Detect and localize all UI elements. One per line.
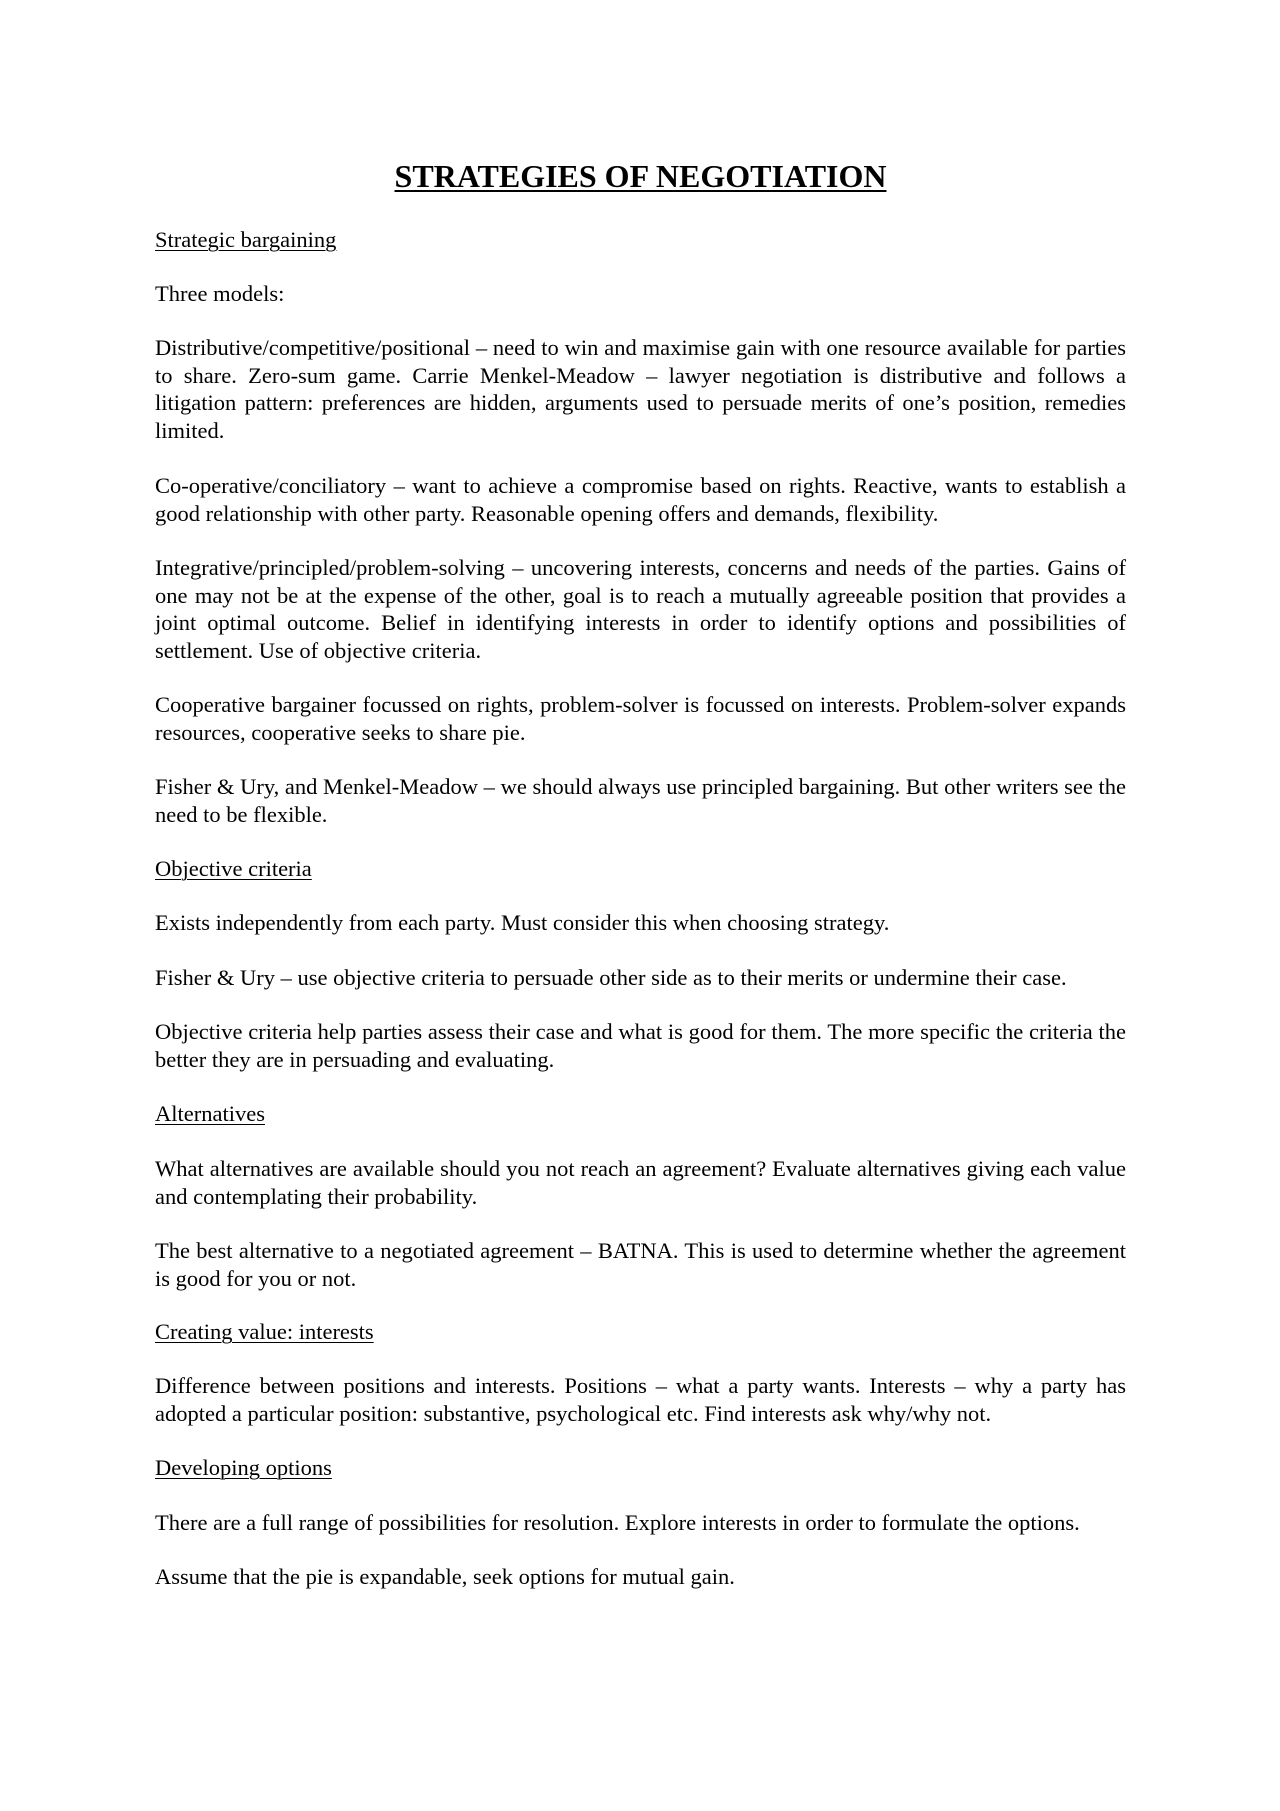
section-heading-developing-options: Developing options	[155, 1455, 332, 1480]
paragraph-batna: The best alternative to a negotiated agreement – BATNA. This is used to determine whether the agreement is good for you or not.	[155, 1238, 1126, 1291]
paragraph-developing-options-1: There are a full range of possibilities for resolution. Explore interests in order to formulate the options.	[155, 1510, 1080, 1535]
paragraph-objective-criteria-3: Objective criteria help parties assess their case and what is good for them. The more specific the criteria the better they are in persuading and evaluating.	[155, 1019, 1126, 1072]
paragraph-cooperative: Co-operative/conciliatory – want to achieve a compromise based on rights. Reactive, wants to establish a good relationship with other party. Reasonable opening offers and demands, flexibility.	[155, 473, 1126, 526]
paragraph-positions-interests: Difference between positions and interests. Positions – what a party wants. Interests – why a party has adopted a particular position: substantive, psychological etc. Find interests ask why/why not.	[155, 1373, 1126, 1426]
paragraph-objective-criteria-1: Exists independently from each party. Must consider this when choosing strategy.	[155, 910, 890, 935]
paragraph-objective-criteria-2: Fisher & Ury – use objective criteria to persuade other side as to their merits or undermine their case.	[155, 965, 1067, 990]
paragraph-fisher-ury: Fisher & Ury, and Menkel-Meadow – we should always use principled bargaining. But other writers see the need to be flexible.	[155, 774, 1126, 827]
section-heading-objective-criteria: Objective criteria	[155, 856, 312, 881]
paragraph-alternatives-1: What alternatives are available should you not reach an agreement? Evaluate alternatives giving each value and contemplating their probability.	[155, 1156, 1126, 1209]
intro-three-models: Three models:	[155, 281, 285, 306]
section-heading-creating-value: Creating value: interests	[155, 1319, 374, 1344]
paragraph-integrative: Integrative/principled/problem-solving – uncovering interests, concerns and needs of the parties. Gains of one may not be at the expense of the other, goal is to reach a mutually agreeable position that provides a joint optimal outcome. Belief in identifying interests in order to identify options and possibilities of settlement. Use of objective criteria.	[155, 555, 1126, 663]
document-title: STRATEGIES OF NEGOTIATION	[394, 158, 887, 194]
section-heading-alternatives: Alternatives	[155, 1101, 265, 1126]
paragraph-cooperative-vs-problem-solver: Cooperative bargainer focussed on rights, problem-solver is focussed on interests. Problem-solver expands resources, cooperative seeks to share pie.	[155, 692, 1126, 745]
paragraph-distributive: Distributive/competitive/positional – need to win and maximise gain with one resource available for parties to share. Zero-sum game. Carrie Menkel-Meadow – lawyer negotiation is distributive and follows a litigation pattern: preferences are hidden, arguments used to persuade merits of one’s position, remedies limited.	[155, 335, 1126, 443]
section-heading-strategic-bargaining: Strategic bargaining	[155, 227, 337, 252]
paragraph-developing-options-2: Assume that the pie is expandable, seek options for mutual gain.	[155, 1564, 735, 1589]
